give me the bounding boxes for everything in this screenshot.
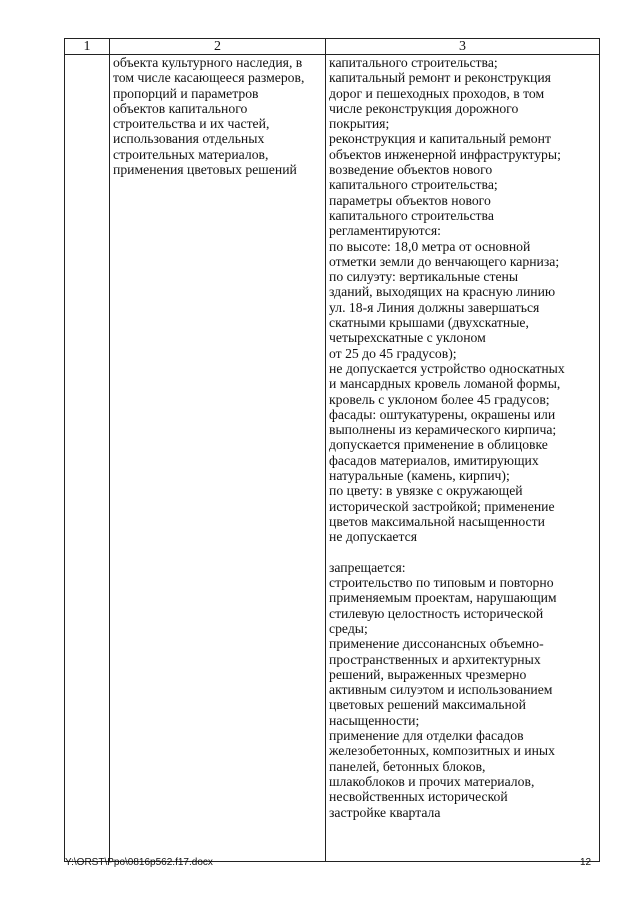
table-header-row xyxy=(65,39,600,55)
footer-page-number: 12 xyxy=(580,857,592,868)
footer-file-path: Y:\ORST\Ppo\0816p562.f17.docx xyxy=(65,857,213,868)
cell-column-1 xyxy=(65,55,110,862)
cell-column-2: объекта культурного наследия, в том числе касающееся размеров, пропорций и параметров объектов капитального строительства и их частей, использования отдельных строительных материалов, применения цветовых решений xyxy=(110,55,326,862)
table-row xyxy=(65,55,600,862)
header-cell-1: 1 xyxy=(65,39,110,55)
header-cell-2: 2 xyxy=(110,39,326,55)
regulation-table xyxy=(64,38,600,862)
cell-column-3: капитального строительства; капитальный ремонт и реконструкция дорог и пешеходных проходов, в том числе реконструкция дорожного покрытия; реконструкция и капитальный ремонт объектов инженерной инфраструктуры; возведение объектов нового капитального строительства; параметры объектов нового капитального строительства регламентируются: по высоте: 18,0 метра от основной отметки земли до венчающего карниза; по силуэту: вертикальные стены зданий, выходящих на красную линию ул. 18-я Линия должны завершаться скатными крышами (двухскатные, четырехскатные с уклоном от 25 до 45 градусов); не допускается устройство односкатных и мансардных кровель ломаной формы, кровель с уклоном более 45 градусов; фасады: оштукатурены, окрашены или выполнены из керамического кирпича; допускается применение в облицовке фасадов материалов, имитирующих натуральные (камень, кирпич); по цвету: в увязке с окружающей исторической застройкой; применение цветов максимальной насыщенности не допускается запрещается: строительство по типовым и повторно применяемым проектам, нарушающим стилевую целостность исторической среды; применение диссонансных объемно- пространственных и архитектурных решений, выраженных чрезмерно активным силуэтом и использованием цветовых решений максимальной насыщенности; применение для отделки фасадов железобетонных, композитных и иных панелей, бетонных блоков, шлакоблоков и прочих материалов, несвойственных исторической застройке квартала xyxy=(326,55,600,862)
header-cell-3: 3 xyxy=(326,39,600,55)
